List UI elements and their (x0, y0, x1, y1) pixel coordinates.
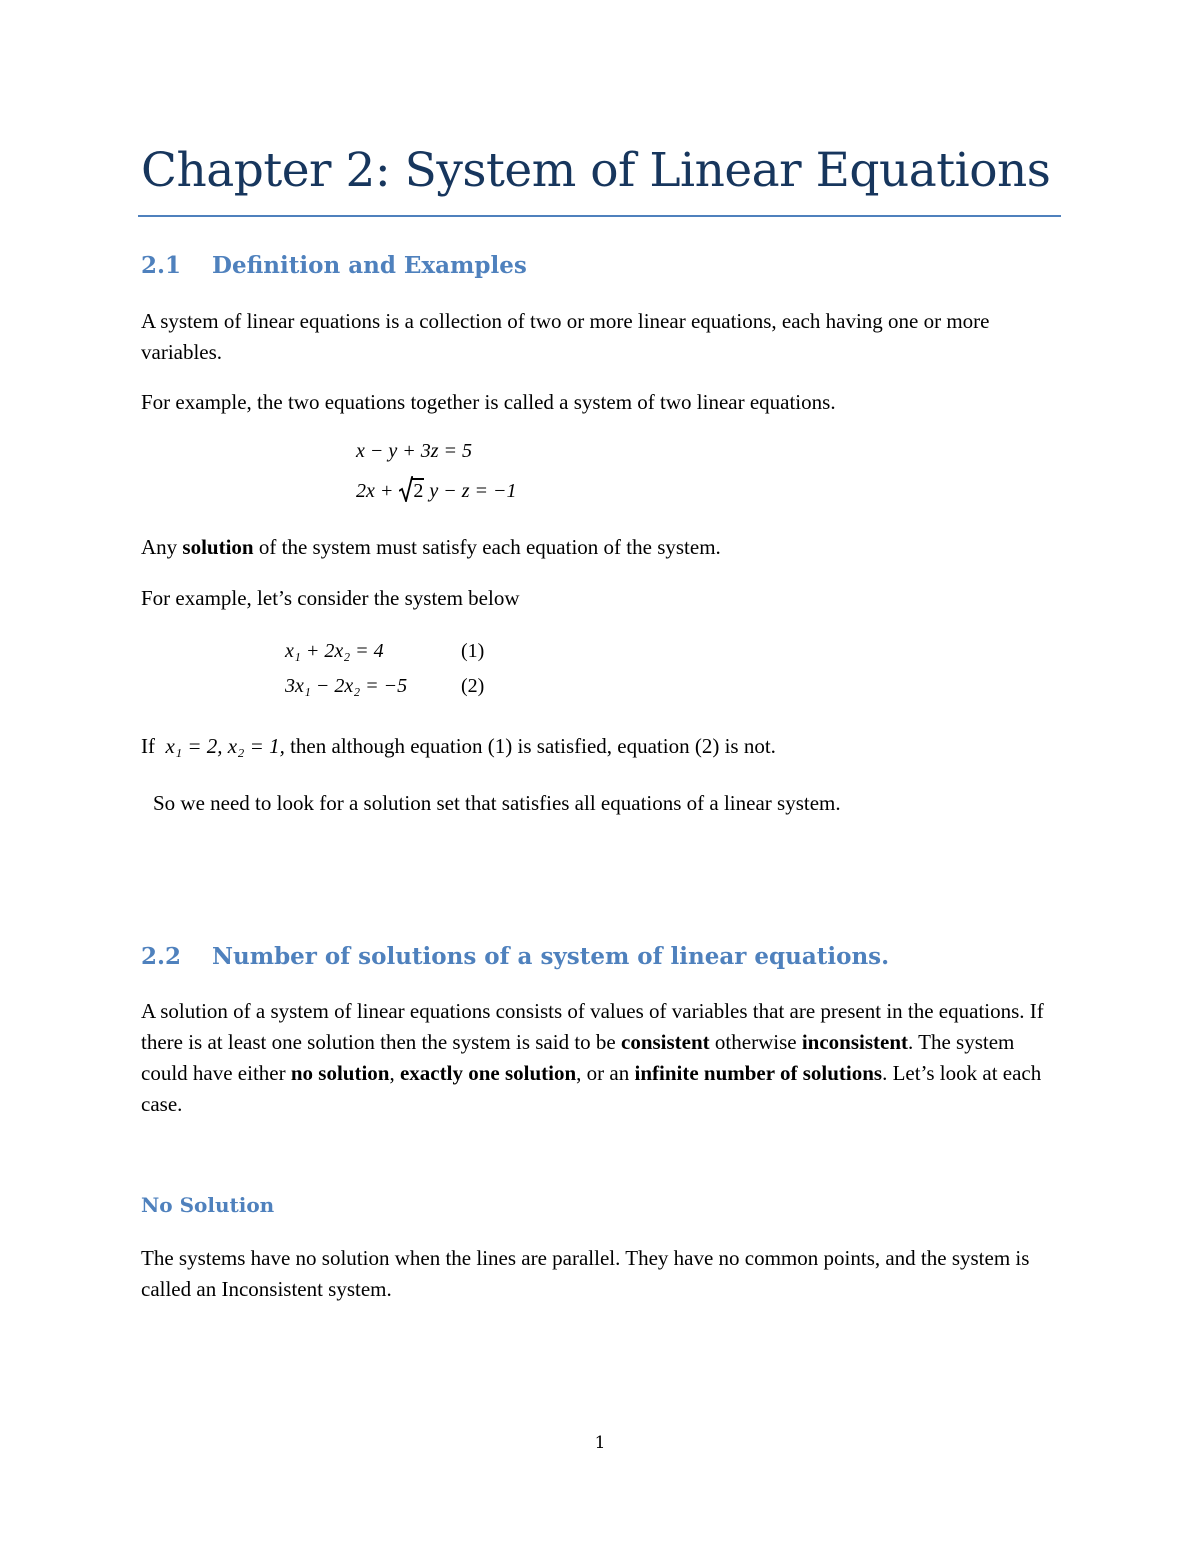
equation-2-suffix: y − z = −1 (429, 480, 517, 502)
assignment-values: x₁ = 2, x₂ = 1, (165, 734, 285, 758)
equation-1 (356, 440, 472, 463)
system-equation-2-text: 3x₁ − 2x₂ = −5 (285, 675, 408, 697)
subsection-heading-no-solution: No Solution (141, 1193, 275, 1217)
text: . The system could have either (141, 1030, 1015, 1085)
page-title: Chapter 2: System of Linear Equations (141, 143, 1051, 198)
section-number: 2.1 (141, 252, 182, 279)
text: otherwise (709, 1030, 802, 1054)
system-equation-1-text: x₁ + 2x₂ = 4 (285, 640, 384, 662)
bold-term-no-solution: no solution (290, 1061, 390, 1085)
section-heading-2-2 (141, 943, 889, 970)
text: If (141, 734, 155, 758)
equation-2-prefix: 2x + (356, 480, 394, 502)
equation-1-text: x − y + 3z = 5 (356, 440, 473, 462)
section-title: Number of solutions of a system of linear equations. (212, 943, 890, 970)
text: A solution of a system of linear equations consists of values of variables that are present in the equations. If there is at least one solution then the system is said to be (141, 999, 1044, 1054)
bold-term-one-solution: exactly one solution (399, 1061, 577, 1085)
paragraph-solution-set: So we need to look for a solution set that satisfies all equations of a linear system. (153, 791, 841, 815)
section-number: 2.2 (141, 943, 182, 970)
equation-tag-1: (1) (461, 640, 485, 662)
text: . Let’s look at each case. (141, 1061, 1042, 1116)
title-underline (138, 215, 1061, 217)
section-heading-2-1 (141, 252, 527, 279)
page-number: 1 (594, 1433, 606, 1453)
paragraph-example-2: For example, let’s consider the system below (141, 586, 520, 610)
text: of the system must satisfy each equation of the system. (253, 535, 721, 559)
text: then although equation (1) is satisfied, equation (2) is not. (284, 734, 776, 758)
radical-sign-icon (399, 476, 413, 502)
paragraph-no-solution: The systems have no solution when the lines are parallel. They have no common points, and the system is called an Inconsistent system. (141, 1246, 1030, 1301)
system-equation-1 (285, 640, 545, 663)
section-title: Definition and Examples (212, 252, 527, 279)
paragraph-check (141, 731, 1061, 762)
square-root (399, 480, 424, 503)
text: Any (141, 535, 183, 559)
text: , (389, 1061, 400, 1085)
text: , or an (576, 1061, 635, 1085)
paragraph-example-intro: For example, the two equations together is called a system of two linear equations. (141, 390, 836, 414)
bold-term-consistent: consistent (621, 1030, 710, 1054)
radicand: 2 (413, 480, 424, 502)
bold-term-inconsistent: inconsistent (801, 1030, 909, 1054)
equation-tag-2: (2) (461, 675, 485, 697)
paragraph-number-of-solutions (141, 996, 1046, 1120)
equation-2 (356, 480, 517, 503)
bold-term-solution: solution (182, 535, 254, 559)
paragraph-definition: A system of linear equations is a collection of two or more linear equations, each having one or more variables. (141, 309, 990, 364)
paragraph-solution (141, 532, 1061, 563)
system-equation-2 (285, 675, 545, 698)
bold-term-infinite: infinite number of solutions (634, 1061, 883, 1085)
